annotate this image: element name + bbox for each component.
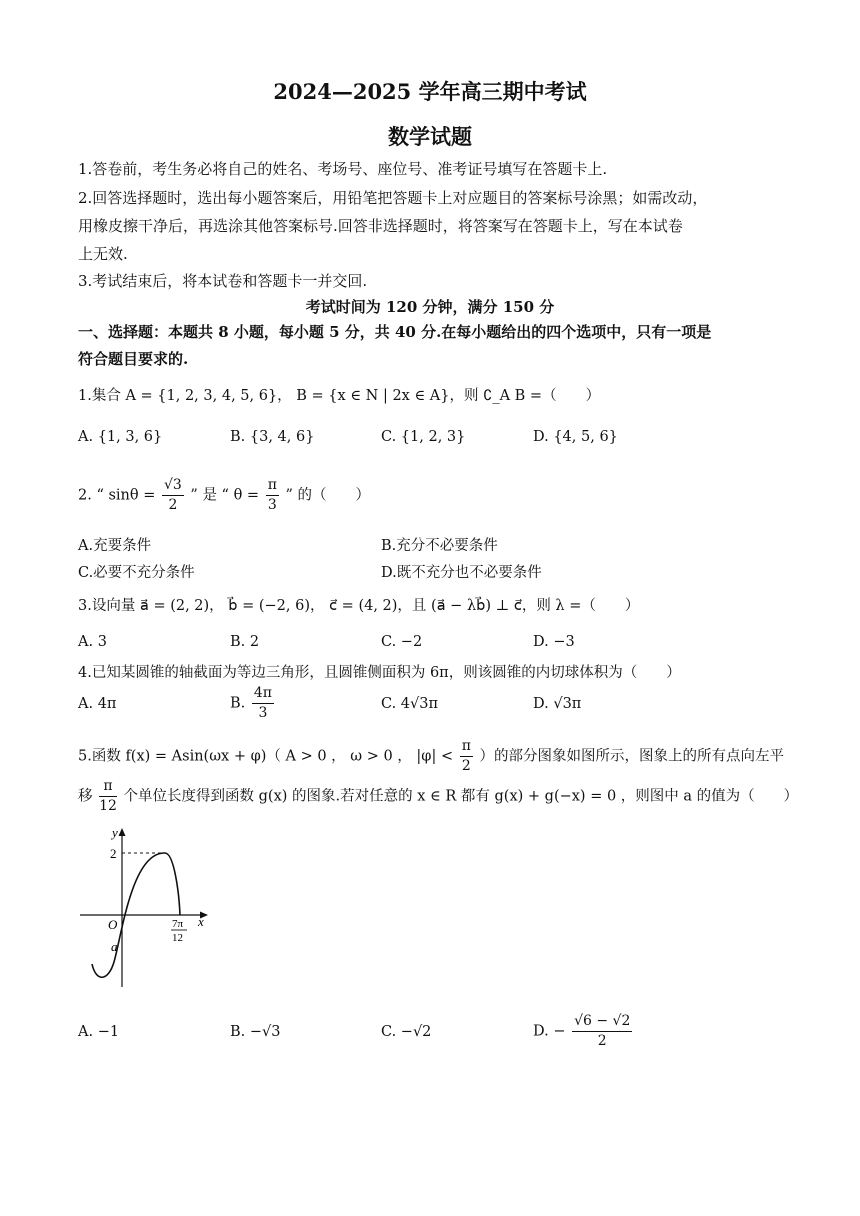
q5-line2-b: 个单位长度得到函数 g(x) 的图象.若对任意的 x ∈ R 都有 g(x) + g(−x) = 0 ，则图中 a 的值为（ ）	[123, 788, 799, 805]
q5-l2-frac-den: 12	[99, 798, 117, 814]
q5-option-c: C. −√2	[381, 1024, 432, 1040]
q4-option-b-num: 4π	[252, 684, 274, 704]
q5-l1-frac-den: 2	[461, 758, 471, 774]
zero-label-num: 7π	[172, 918, 184, 930]
q1-option-b: B. {3, 4, 6}	[230, 429, 315, 445]
q1-option-d: D. {4, 5, 6}	[533, 429, 618, 445]
zero-label-den: 12	[172, 932, 183, 944]
question-5-line-2	[78, 777, 798, 816]
q4-option-c: C. 4√3π	[381, 696, 439, 712]
q3-option-c: C. −2	[381, 634, 423, 650]
q2-option-a: A.充要条件	[78, 538, 152, 554]
section-heading-line-2: 符合题目要求的.	[78, 350, 189, 368]
instruction-2-line-3: 上无效.	[78, 245, 128, 263]
q2-frac2-den: 3	[267, 497, 277, 513]
q2-middle: ” 是 “ θ =	[190, 487, 260, 504]
instruction-1: 1.答卷前，考生务必将自己的姓名、考场号、座位号、准考证号填写在答题卡上.	[78, 160, 608, 178]
q2-option-b: B.充分不必要条件	[381, 538, 498, 554]
instruction-2-line-1: 2.回答选择题时，选出每小题答案后，用铅笔把答题卡上对应题目的答案标号涂黑；如需改动，	[78, 189, 708, 207]
q4-option-d: D. √3π	[533, 696, 582, 712]
y-axis-label: y	[112, 825, 118, 840]
q2-prefix: 2. “ sinθ =	[78, 487, 156, 504]
q4-option-b-den: 3	[258, 705, 268, 721]
q2-frac1-den: 2	[168, 497, 178, 513]
q2-fraction-pi-over-3	[266, 476, 279, 515]
q2-option-c: C.必要不充分条件	[78, 565, 195, 581]
q5-option-d-prefix: D. −	[533, 1023, 566, 1040]
q3-option-a: A. 3	[78, 634, 107, 650]
y-axis-arrow	[119, 828, 126, 836]
q4-option-a: A. 4π	[78, 696, 117, 712]
q5-line1-a: 5.函数 f(x) = Asin(ωx + φ)（ A > 0 ， ω > 0 ， |φ| <	[78, 748, 454, 765]
section-heading-line-1: 一、选择题：本题共 8 小题，每小题 5 分，共 40 分.在每小题给出的四个选项中，只有一项是	[78, 323, 712, 341]
q5-fraction-pi-over-2	[460, 737, 473, 776]
exam-subtitle: 数学试题	[388, 124, 472, 149]
q5-option-d	[533, 1012, 634, 1051]
q1-option-a: A. {1, 3, 6}	[78, 429, 163, 445]
q3-option-b: B. 2	[230, 634, 260, 650]
x-axis-label: x	[198, 914, 204, 929]
q5-line1-b: ）的部分图象如图所示，图象上的所有点向左平	[479, 748, 785, 765]
q5-option-d-den: 2	[597, 1033, 607, 1049]
question-4-stem: 4.已知某圆锥的轴截面为等边三角形，且圆锥侧面积为 6π，则该圆锥的内切球体积为（ ）	[78, 665, 681, 681]
q5-option-a: A. −1	[78, 1024, 120, 1040]
q4-option-b-fraction	[252, 684, 274, 723]
exam-title: 2024—2025 学年高三期中考试	[273, 79, 587, 104]
origin-label: O	[108, 917, 118, 932]
q5-option-b: B. −√3	[230, 1024, 281, 1040]
question-5-line-1	[78, 737, 784, 776]
instruction-3: 3.考试结束后，将本试卷和答题卡一并交回.	[78, 272, 368, 290]
q2-frac2-num: π	[266, 476, 279, 496]
question-1-stem: 1.集合 A = {1, 2, 3, 4, 5, 6}， B = {x ∈ N | 2x ∈ A}，则 ∁_A B =（ ）	[78, 388, 601, 404]
question-3-stem: 3.设向量 a⃗ = (2, 2)， b⃗ = (−2, 6)， c⃗ = (4, 2)，且 (a⃗ − λb⃗) ⊥ c⃗，则 λ =（ ）	[78, 598, 640, 614]
q2-fraction-sqrt3-over-2	[162, 476, 184, 515]
question-2-stem	[78, 476, 370, 515]
q5-line2-a: 移	[78, 788, 93, 805]
q2-frac1-num: √3	[162, 476, 184, 496]
q3-option-d: D. −3	[533, 634, 575, 650]
q5-option-d-num: √6 − √2	[572, 1012, 632, 1032]
q2-option-d: D.既不充分也不必要条件	[381, 565, 542, 581]
q5-option-d-fraction	[572, 1012, 632, 1051]
q1-option-c: C. {1, 2, 3}	[381, 429, 466, 445]
q4-option-b-label: B.	[230, 695, 246, 712]
q5-fraction-pi-over-12	[99, 777, 117, 816]
q4-option-b	[230, 684, 276, 723]
q5-function-graph	[76, 822, 226, 992]
q5-l2-frac-num: π	[99, 777, 117, 797]
instruction-2-line-2: 用橡皮擦干净后，再选涂其他答案标号.回答非选择题时，将答案写在答题卡上，写在本试卷	[78, 217, 683, 235]
max-value-label: 2	[110, 846, 117, 861]
exam-info: 考试时间为 120 分钟，满分 150 分	[305, 298, 555, 316]
q5-l1-frac-num: π	[460, 737, 473, 757]
q2-suffix: ” 的（ ）	[285, 487, 371, 504]
a-label: a	[111, 939, 118, 954]
